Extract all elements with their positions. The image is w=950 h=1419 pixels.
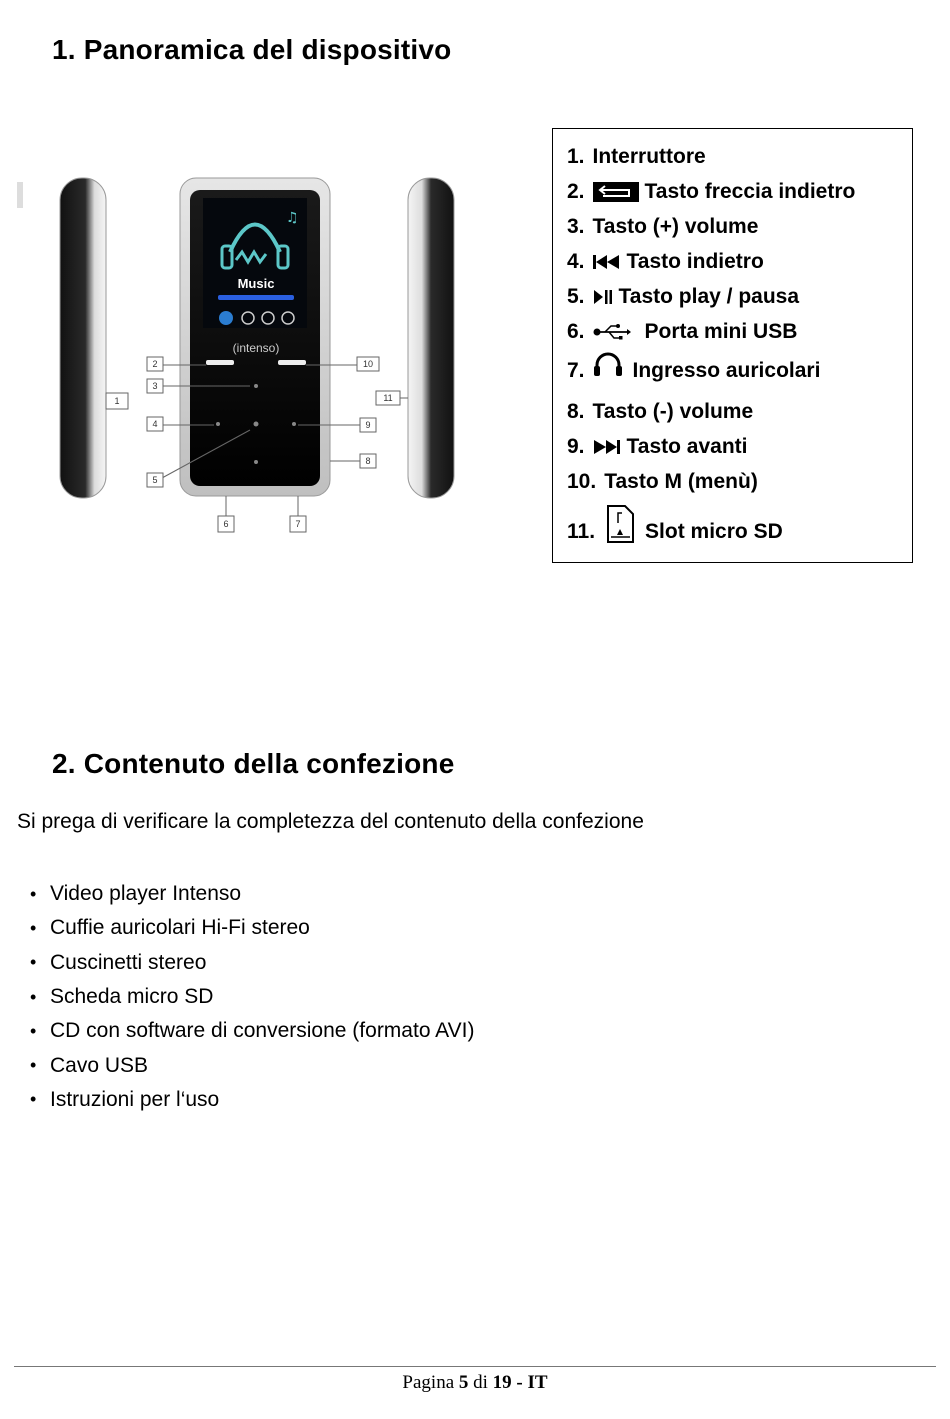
list-item: • CD con software di conversione (formato AVI) [30, 1019, 475, 1043]
svg-text:8: 8 [365, 456, 371, 466]
svg-text:6: 6 [223, 519, 229, 529]
sd-card-icon [605, 505, 635, 543]
package-contents-list [30, 877, 474, 1117]
legend-item-5: 5. Tasto play / pausa [567, 285, 800, 308]
page-number: 5 [458, 1372, 469, 1393]
svg-text:5: 5 [152, 475, 158, 485]
legend-item-4: 4. Tasto indietro [567, 250, 764, 273]
svg-text:♫: ♫ [286, 210, 299, 226]
legend-item-9: 9. Tasto avanti [567, 435, 748, 458]
legend-item-7: 7. Ingresso auricolari [567, 358, 820, 384]
svg-text:2: 2 [152, 359, 158, 369]
headphones-icon [593, 352, 623, 378]
list-item: • Cuffie auricolari Hi-Fi stereo [30, 916, 310, 940]
svg-text:4: 4 [152, 419, 158, 429]
legend-item-1: 1. Interruttore [567, 145, 706, 168]
callout-8 [360, 454, 376, 468]
svg-text:1: 1 [114, 396, 120, 406]
usb-icon [593, 323, 631, 341]
device-right-side [408, 178, 454, 498]
previous-track-icon [593, 254, 621, 270]
callout-7 [290, 516, 306, 532]
screen-label: Music [237, 276, 275, 291]
callout-10 [357, 357, 379, 371]
list-item: • Istruzioni per l‘uso [30, 1087, 220, 1111]
callout-3 [147, 379, 163, 393]
callout-6 [218, 516, 234, 532]
callout-5 [147, 473, 163, 487]
callout-4 [147, 417, 163, 431]
callout-1 [106, 393, 128, 409]
device-illustration [10, 160, 470, 560]
device-left-side [60, 178, 106, 498]
section-title-contents: 2. Contenuto della confezione [52, 748, 455, 779]
footer-divider [14, 1366, 936, 1367]
intro-text: Si prega di verificare la completezza del contenuto della confezione [17, 810, 644, 833]
svg-text:11: 11 [383, 393, 393, 403]
legend-item-8: 8. Tasto (-) volume [567, 400, 754, 423]
legend-item-3: 3. Tasto (+) volume [567, 215, 759, 238]
legend-item-11: 11. Slot micro SD [567, 513, 783, 551]
callout-9 [360, 418, 376, 432]
play-pause-icon [593, 289, 613, 305]
legend-box [552, 128, 913, 563]
list-item: • Cavo USB [30, 1053, 149, 1077]
page-total: 19 [492, 1372, 512, 1393]
callout-2 [147, 357, 163, 371]
list-item: • Cuscinetti stereo [30, 950, 207, 974]
next-track-icon [593, 439, 621, 455]
section-title-overview: 1. Panoramica del dispositivo [52, 34, 452, 65]
svg-text:3: 3 [152, 381, 158, 391]
page-footer: Pagina 5 di 19 - IT [402, 1372, 548, 1393]
list-item: • Video player Intenso [30, 882, 242, 906]
back-arrow-icon [593, 182, 639, 202]
svg-text:10: 10 [362, 359, 374, 369]
list-item: • Scheda micro SD [30, 985, 214, 1009]
legend-item-6: 6. Porta mini USB [567, 320, 798, 343]
svg-text:7: 7 [295, 519, 301, 529]
device-brand: (intenso) [232, 341, 280, 355]
svg-text:9: 9 [365, 420, 371, 430]
callout-11 [376, 391, 400, 405]
legend-item-2: 2. Tasto freccia indietro [567, 180, 856, 203]
legend-item-10: 10. Tasto M (menù) [567, 470, 758, 493]
